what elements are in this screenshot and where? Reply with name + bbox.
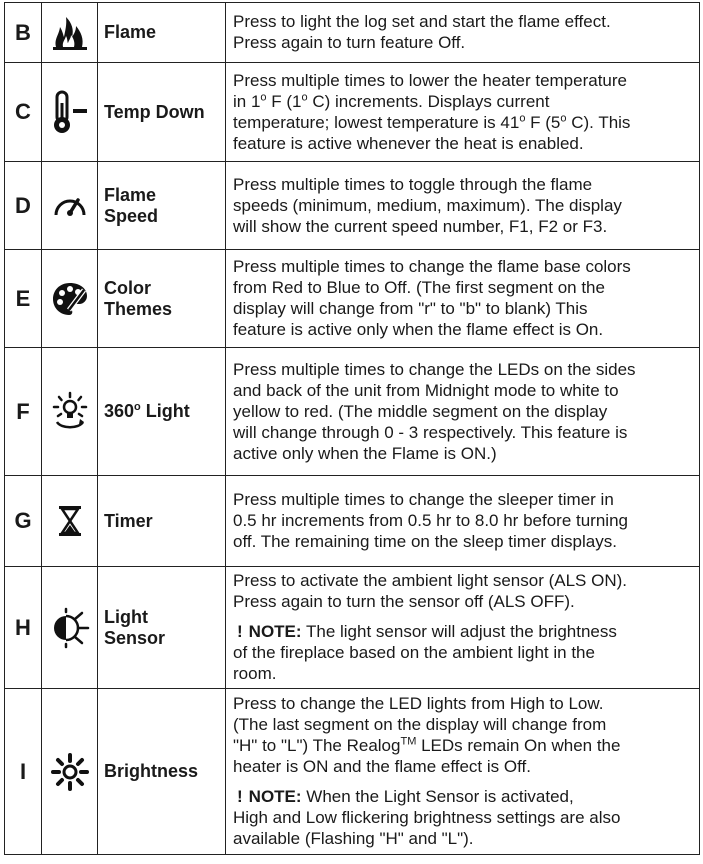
feature-description [226, 63, 700, 162]
feature-description [226, 476, 700, 567]
feature-name [98, 567, 226, 689]
feature-name-line: Flame [104, 184, 157, 205]
feature-description [226, 567, 700, 689]
note-label: NOTE: [248, 787, 302, 806]
note-text: The light sensor will adjust the brightness [305, 622, 617, 641]
description-line: in 1$^o$ F (1$^o$ C) increments. Displays current [233, 90, 550, 111]
feature-description [226, 348, 700, 476]
note-text: When the Light Sensor is activated, [306, 787, 574, 806]
feature-name-line: Light [104, 606, 148, 627]
row-letter: E [5, 250, 42, 348]
description-line: Press multiple times to change the LEDs on the sides [233, 359, 636, 379]
table-row [5, 250, 700, 348]
row-letter: I [5, 689, 42, 855]
note-block [233, 786, 693, 849]
description-line: Press multiple times to toggle through the flame [233, 174, 593, 194]
feature-description [226, 3, 700, 63]
description-line: Press to light the log set and start the flame effect. [233, 12, 611, 31]
feature-name [98, 63, 226, 162]
description-line: off. The remaining time on the sleep timer displays. [233, 532, 617, 551]
note-label: NOTE: [248, 622, 302, 641]
description-line: heater is ON and the flame effect is Off. [233, 757, 531, 776]
description-line: will change through 0 - 3 respectively. This feature is [233, 422, 628, 442]
feature-name-line: 360$^o$ Light [104, 401, 190, 421]
description-line: speeds (minimum, medium, maximum). The display [233, 195, 622, 215]
hourglass-icon [42, 476, 98, 567]
description-line: feature is active whenever the heat is enabled. [233, 133, 584, 153]
row-letter: G [5, 476, 42, 567]
description-line: display will change from "r" to "b" to blank) This [233, 299, 588, 318]
feature-description [226, 250, 700, 348]
note-line: room. [233, 664, 277, 683]
feature-name [98, 162, 226, 250]
description-line: yellow to red. (The middle segment on the display [233, 401, 608, 421]
row-letter: D [5, 162, 42, 250]
feature-name [98, 250, 226, 348]
note-line: of the fireplace based on the ambient light in the [233, 643, 595, 662]
feature-description [226, 689, 700, 855]
note-line: High and Low flickering brightness settings are also [233, 808, 621, 827]
feature-name-line: Speed [104, 205, 159, 226]
feature-description [226, 162, 700, 250]
description-line: "H" to "L") The Realog™ LEDs remain On when the [233, 735, 621, 755]
row-letter: H [5, 567, 42, 689]
control-reference-table [4, 2, 700, 855]
feature-name-line: Brightness [104, 761, 199, 781]
feature-name-line: Temp Down [104, 101, 205, 122]
note-line: available (Flashing "H" and "L"). [233, 829, 474, 848]
description-line: feature is active only when the flame effect is On. [233, 320, 604, 339]
warning-icon: ! [237, 787, 243, 806]
row-letter: C [5, 63, 42, 162]
feature-name [98, 348, 226, 476]
description-line: (The last segment on the display will change from [233, 715, 607, 734]
description-line: from Red to Blue to Off. (The first segment on the [233, 278, 605, 297]
note-block [233, 621, 693, 684]
note-first-line [233, 621, 693, 642]
thermometer-minus-icon [42, 63, 98, 162]
note-first-line [233, 786, 693, 807]
feature-name-line: Timer [104, 510, 153, 531]
description-line: Press again to turn feature Off. [233, 33, 466, 52]
palette-icon [42, 250, 98, 348]
feature-name [98, 689, 226, 855]
brightness-sun-icon [42, 689, 98, 855]
warning-icon: ! [237, 622, 243, 641]
row-letter: B [5, 3, 42, 63]
feature-name-line: Color [104, 277, 151, 298]
feature-name [98, 3, 226, 63]
description-line: Press again to turn the sensor off (ALS OFF). [233, 592, 575, 611]
feature-name-line: Themes [104, 298, 173, 319]
description-line: Press to change the LED lights from High to Low. [233, 694, 604, 713]
feature-name-line: Sensor [104, 627, 166, 648]
speedometer-icon [42, 162, 98, 250]
table-row [5, 162, 700, 250]
table-row [5, 567, 700, 689]
description-line: active only when the Flame is ON.) [233, 443, 497, 463]
table-row [5, 3, 700, 63]
light-sensor-icon [42, 567, 98, 689]
description-line: temperature; lowest temperature is 41$^o$ F (5$^o$ C). This [233, 111, 631, 132]
description-line: 0.5 hr increments from 0.5 hr to 8.0 hr before turning [233, 511, 628, 530]
rotating-light-icon [42, 348, 98, 476]
feature-name-line: Flame [104, 22, 157, 42]
table-row [5, 476, 700, 567]
table-row [5, 348, 700, 476]
description-line: Press multiple times to change the flame base colors [233, 257, 631, 276]
row-letter: F [5, 348, 42, 476]
feature-name [98, 476, 226, 567]
table-row [5, 63, 700, 162]
description-line: Press to activate the ambient light sensor (ALS ON). [233, 571, 628, 590]
description-line: Press multiple times to lower the heater temperature [233, 70, 628, 90]
description-line: will show the current speed number, F1, F2 or F3. [233, 216, 608, 236]
description-line: Press multiple times to change the sleeper timer in [233, 490, 614, 509]
table-row [5, 689, 700, 855]
flame-icon [42, 3, 98, 63]
description-line: and back of the unit from Midnight mode to white to [233, 380, 619, 400]
